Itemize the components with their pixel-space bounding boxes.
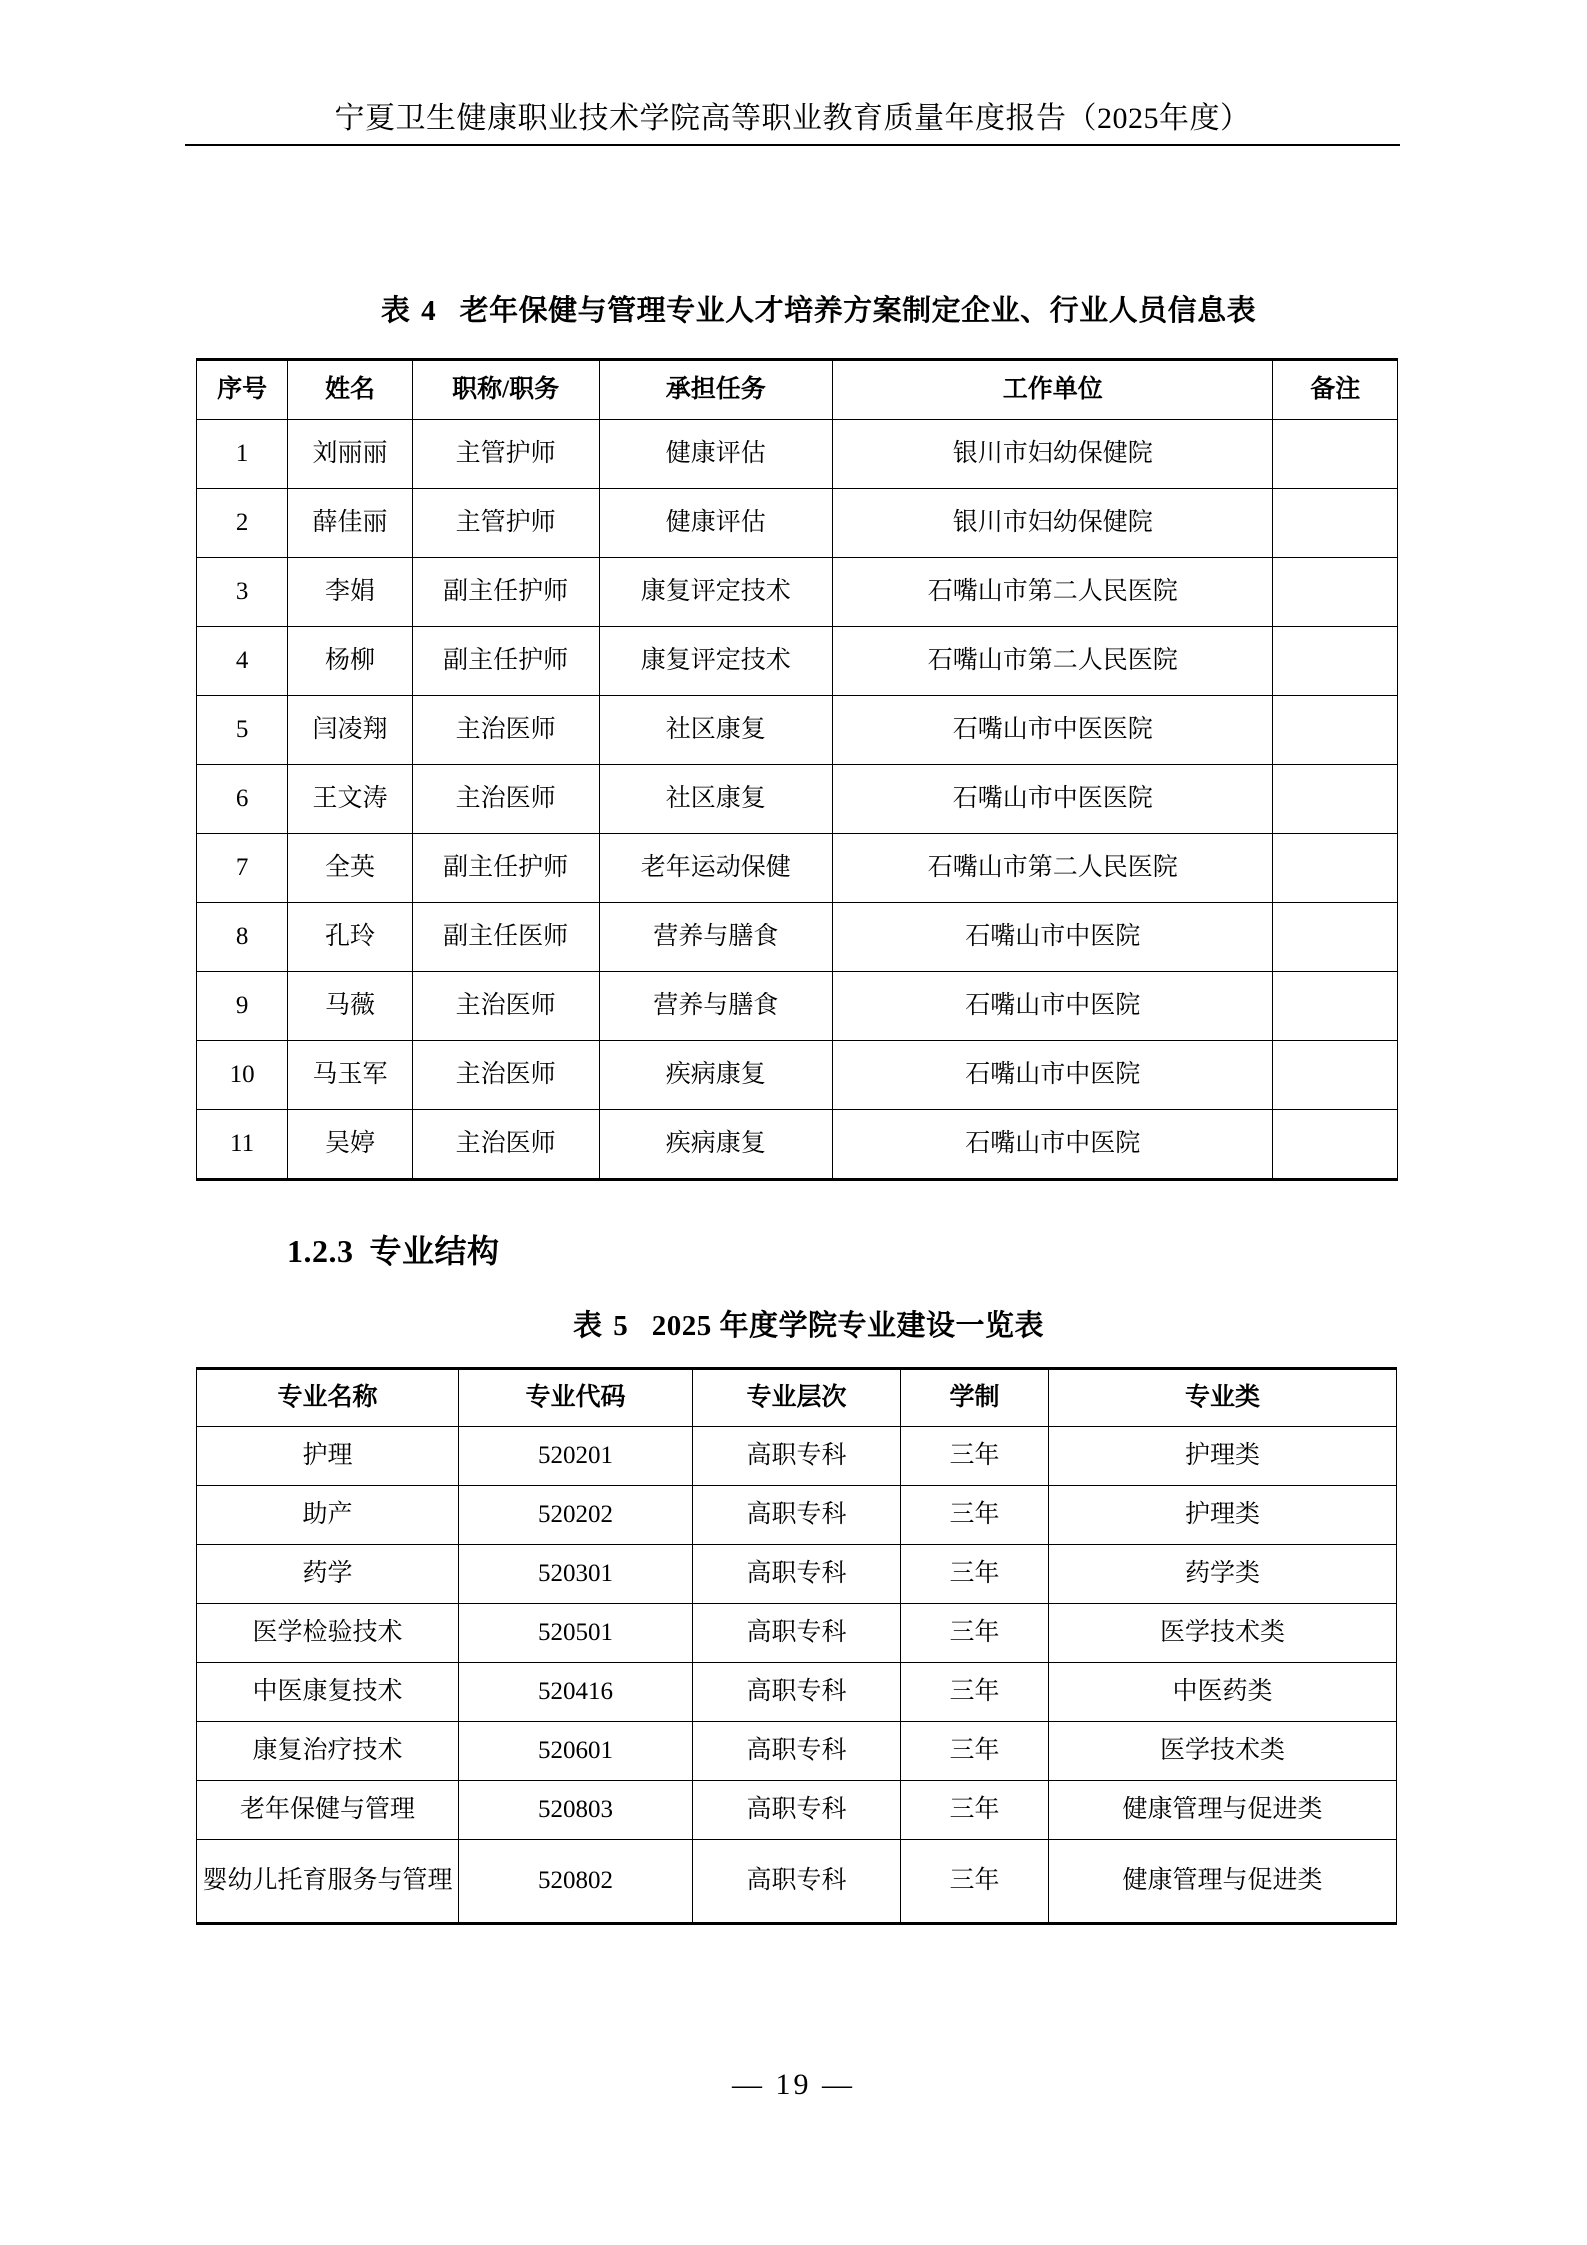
cell-task: 社区康复 xyxy=(599,696,833,765)
cell-seq: 4 xyxy=(197,627,288,696)
table-row xyxy=(197,1604,1397,1663)
cell-unit: 石嘴山市第二人民医院 xyxy=(833,834,1273,903)
cell-code: 520301 xyxy=(459,1545,693,1604)
cell-category: 健康管理与促进类 xyxy=(1049,1840,1397,1924)
cell-duration: 三年 xyxy=(901,1604,1049,1663)
cell-level: 高职专科 xyxy=(693,1545,901,1604)
cell-title: 副主任护师 xyxy=(412,558,599,627)
table4-col-note: 备注 xyxy=(1273,360,1398,420)
cell-name: 刘丽丽 xyxy=(288,420,413,489)
cell-duration: 三年 xyxy=(901,1545,1049,1604)
cell-name: 全英 xyxy=(288,834,413,903)
cell-unit: 石嘴山市中医院 xyxy=(833,903,1273,972)
running-header-text: 宁夏卫生健康职业技术学院高等职业教育质量年度报告（2025年度） xyxy=(334,102,1251,135)
cell-unit: 石嘴山市第二人民医院 xyxy=(833,558,1273,627)
cell-name: 王文涛 xyxy=(288,765,413,834)
cell-major: 护理 xyxy=(197,1427,459,1486)
cell-name: 闫凌翔 xyxy=(288,696,413,765)
table4-col-name: 姓名 xyxy=(288,360,413,420)
cell-duration: 三年 xyxy=(901,1663,1049,1722)
cell-title: 主治医师 xyxy=(412,972,599,1041)
cell-task: 健康评估 xyxy=(599,420,833,489)
section-heading xyxy=(287,1226,500,1272)
cell-title: 主治医师 xyxy=(412,1110,599,1180)
cell-category: 中医药类 xyxy=(1049,1663,1397,1722)
table4-body xyxy=(197,420,1398,1180)
table5-col-level: 专业层次 xyxy=(693,1369,901,1427)
table4-col-unit: 工作单位 xyxy=(833,360,1273,420)
cell-title: 主管护师 xyxy=(412,420,599,489)
cell-level: 高职专科 xyxy=(693,1840,901,1924)
cell-seq: 3 xyxy=(197,558,288,627)
running-header xyxy=(185,100,1400,154)
cell-major: 老年保健与管理 xyxy=(197,1781,459,1840)
cell-name: 马玉军 xyxy=(288,1041,413,1110)
cell-task: 社区康复 xyxy=(599,765,833,834)
cell-note xyxy=(1273,834,1398,903)
cell-major: 药学 xyxy=(197,1545,459,1604)
table5 xyxy=(196,1367,1397,1925)
table5-col-category: 专业类 xyxy=(1049,1369,1397,1427)
table4 xyxy=(196,358,1398,1181)
cell-title: 副主任护师 xyxy=(412,834,599,903)
table4-caption-label: 表 4 xyxy=(380,295,438,327)
cell-task: 疾病康复 xyxy=(599,1041,833,1110)
cell-title: 主治医师 xyxy=(412,765,599,834)
cell-category: 护理类 xyxy=(1049,1486,1397,1545)
cell-unit: 银川市妇幼保健院 xyxy=(833,489,1273,558)
table4-col-title: 职称/职务 xyxy=(412,360,599,420)
table4-container xyxy=(196,358,1398,1181)
cell-duration: 三年 xyxy=(901,1781,1049,1840)
cell-major: 助产 xyxy=(197,1486,459,1545)
cell-seq: 8 xyxy=(197,903,288,972)
cell-major: 康复治疗技术 xyxy=(197,1722,459,1781)
table-row xyxy=(197,903,1398,972)
cell-unit: 石嘴山市第二人民医院 xyxy=(833,627,1273,696)
cell-unit: 银川市妇幼保健院 xyxy=(833,420,1273,489)
cell-seq: 1 xyxy=(197,420,288,489)
table-row xyxy=(197,834,1398,903)
cell-note xyxy=(1273,1041,1398,1110)
table4-head xyxy=(197,360,1398,420)
table-row xyxy=(197,1041,1398,1110)
cell-seq: 5 xyxy=(197,696,288,765)
section-number: 1.2.3 xyxy=(287,1233,354,1269)
cell-seq: 11 xyxy=(197,1110,288,1180)
table-row xyxy=(197,696,1398,765)
table5-col-code: 专业代码 xyxy=(459,1369,693,1427)
table-row xyxy=(197,627,1398,696)
cell-major: 医学检验技术 xyxy=(197,1604,459,1663)
cell-title: 主治医师 xyxy=(412,696,599,765)
cell-name: 李娟 xyxy=(288,558,413,627)
cell-code: 520416 xyxy=(459,1663,693,1722)
cell-level: 高职专科 xyxy=(693,1781,901,1840)
table-row xyxy=(197,972,1398,1041)
table-row xyxy=(197,558,1398,627)
cell-name: 孔玲 xyxy=(288,903,413,972)
cell-task: 疾病康复 xyxy=(599,1110,833,1180)
cell-unit: 石嘴山市中医院 xyxy=(833,1041,1273,1110)
header-divider xyxy=(185,144,1400,146)
cell-note xyxy=(1273,627,1398,696)
table-row xyxy=(197,1663,1397,1722)
table5-col-duration: 学制 xyxy=(901,1369,1049,1427)
cell-category: 医学技术类 xyxy=(1049,1722,1397,1781)
page-number-footer: — 19 — xyxy=(732,2068,855,2101)
cell-title: 副主任医师 xyxy=(412,903,599,972)
table-row xyxy=(197,1110,1398,1180)
cell-level: 高职专科 xyxy=(693,1663,901,1722)
cell-code: 520501 xyxy=(459,1604,693,1663)
cell-note xyxy=(1273,972,1398,1041)
table-row xyxy=(197,1722,1397,1781)
cell-category: 药学类 xyxy=(1049,1545,1397,1604)
table-row xyxy=(197,1427,1397,1486)
table5-header-row xyxy=(197,1369,1397,1427)
cell-name: 吴婷 xyxy=(288,1110,413,1180)
cell-task: 营养与膳食 xyxy=(599,903,833,972)
cell-category: 医学技术类 xyxy=(1049,1604,1397,1663)
cell-seq: 10 xyxy=(197,1041,288,1110)
cell-level: 高职专科 xyxy=(693,1486,901,1545)
cell-category: 护理类 xyxy=(1049,1427,1397,1486)
cell-seq: 7 xyxy=(197,834,288,903)
cell-title: 主管护师 xyxy=(412,489,599,558)
cell-seq: 2 xyxy=(197,489,288,558)
cell-note xyxy=(1273,489,1398,558)
table-row xyxy=(197,1781,1397,1840)
cell-duration: 三年 xyxy=(901,1486,1049,1545)
table-row xyxy=(197,420,1398,489)
cell-task: 营养与膳食 xyxy=(599,972,833,1041)
cell-unit: 石嘴山市中医院 xyxy=(833,1110,1273,1180)
section-title: 专业结构 xyxy=(369,1233,500,1269)
cell-level: 高职专科 xyxy=(693,1427,901,1486)
cell-category: 健康管理与促进类 xyxy=(1049,1781,1397,1840)
cell-note xyxy=(1273,1110,1398,1180)
cell-code: 520201 xyxy=(459,1427,693,1486)
table5-head xyxy=(197,1369,1397,1427)
cell-note xyxy=(1273,696,1398,765)
cell-unit: 石嘴山市中医医院 xyxy=(833,696,1273,765)
table4-col-task: 承担任务 xyxy=(599,360,833,420)
cell-seq: 6 xyxy=(197,765,288,834)
cell-title: 主治医师 xyxy=(412,1041,599,1110)
cell-major: 中医康复技术 xyxy=(197,1663,459,1722)
table4-header-row xyxy=(197,360,1398,420)
cell-name: 杨柳 xyxy=(288,627,413,696)
cell-code: 520803 xyxy=(459,1781,693,1840)
cell-name: 薛佳丽 xyxy=(288,489,413,558)
cell-task: 康复评定技术 xyxy=(599,627,833,696)
table-row xyxy=(197,489,1398,558)
cell-level: 高职专科 xyxy=(693,1722,901,1781)
table-row xyxy=(197,1840,1397,1924)
table-row xyxy=(197,765,1398,834)
cell-unit: 石嘴山市中医医院 xyxy=(833,765,1273,834)
cell-duration: 三年 xyxy=(901,1427,1049,1486)
table-row xyxy=(197,1486,1397,1545)
cell-note xyxy=(1273,558,1398,627)
table4-caption xyxy=(0,288,1587,329)
table4-col-seq: 序号 xyxy=(197,360,288,420)
cell-name: 马薇 xyxy=(288,972,413,1041)
cell-major: 婴幼儿托育服务与管理 xyxy=(197,1840,459,1924)
cell-duration: 三年 xyxy=(901,1722,1049,1781)
cell-note xyxy=(1273,765,1398,834)
cell-unit: 石嘴山市中医院 xyxy=(833,972,1273,1041)
cell-note xyxy=(1273,903,1398,972)
table-row xyxy=(197,1545,1397,1604)
table4-caption-title: 老年保健与管理专业人才培养方案制定企业、行业人员信息表 xyxy=(459,295,1257,327)
table5-caption-label: 表 5 xyxy=(572,1310,630,1342)
cell-level: 高职专科 xyxy=(693,1604,901,1663)
cell-code: 520601 xyxy=(459,1722,693,1781)
table5-caption xyxy=(0,1303,1587,1344)
table5-caption-title: 2025 年度学院专业建设一览表 xyxy=(651,1310,1045,1342)
table5-body xyxy=(197,1427,1397,1924)
cell-code: 520202 xyxy=(459,1486,693,1545)
cell-note xyxy=(1273,420,1398,489)
cell-code: 520802 xyxy=(459,1840,693,1924)
cell-task: 健康评估 xyxy=(599,489,833,558)
cell-duration: 三年 xyxy=(901,1840,1049,1924)
cell-seq: 9 xyxy=(197,972,288,1041)
table5-col-major: 专业名称 xyxy=(197,1369,459,1427)
cell-title: 副主任护师 xyxy=(412,627,599,696)
cell-task: 康复评定技术 xyxy=(599,558,833,627)
table5-container xyxy=(196,1367,1397,1925)
cell-task: 老年运动保健 xyxy=(599,834,833,903)
